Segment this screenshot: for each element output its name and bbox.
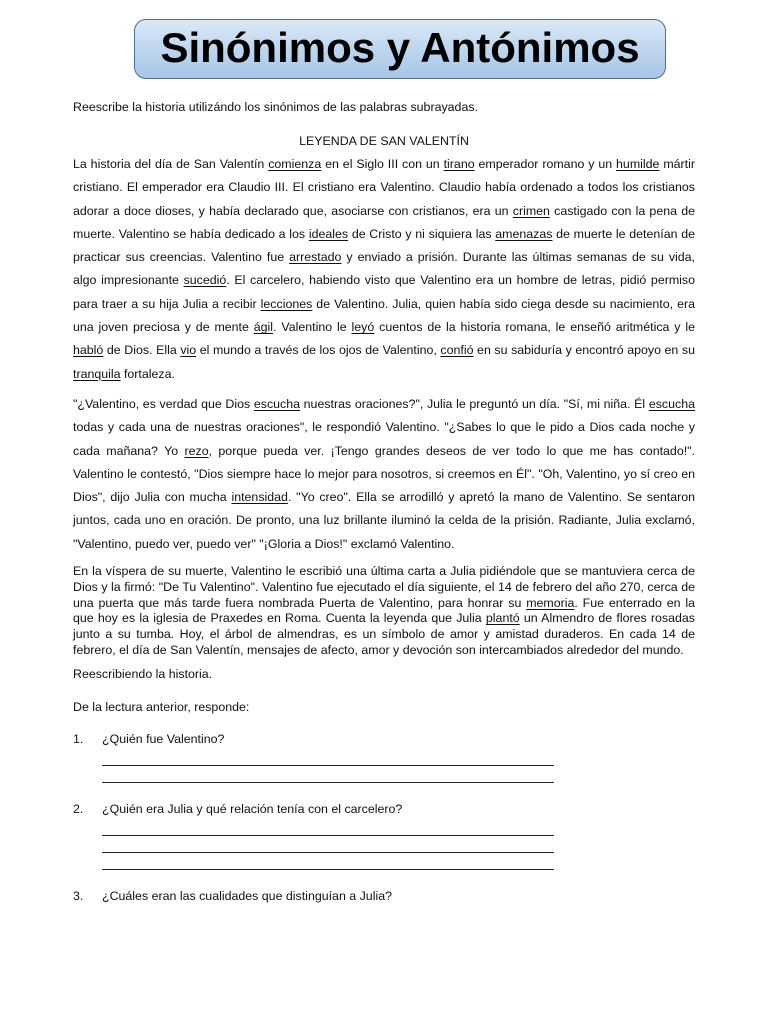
rewrite-label: Reescribiendo la historia.	[73, 666, 213, 681]
question-item	[73, 889, 695, 904]
underlined-word: leyó	[351, 320, 375, 335]
question-text: ¿Cuáles eran las cualidades que distinguían a Julia?	[102, 888, 392, 903]
answer-line[interactable]	[102, 819, 554, 836]
instruction-text: Reescribe la historia utilizándo los sinónimos de las palabras subrayadas.	[73, 100, 478, 114]
underlined-word: rezo	[184, 443, 209, 458]
question-number: 2.	[73, 801, 84, 816]
underlined-word: tranquila	[73, 366, 121, 381]
underlined-word: crimen	[512, 203, 550, 218]
underlined-word: vio	[180, 343, 197, 358]
answer-line[interactable]	[102, 749, 554, 766]
legend-title: LEYENDA DE SAN VALENTÍN	[299, 134, 469, 148]
underlined-word: intensidad	[231, 490, 288, 505]
worksheet-body	[73, 100, 695, 906]
underlined-word: tirano	[443, 157, 475, 171]
answer-line[interactable]	[102, 853, 554, 870]
story-paragraph-3: En la víspera de su muerte, Valentino le escribió una última carta a Julia pidiéndole que se mantuviera cerca de Dios y la firmó: "De Tu Valentino". Valentino fue ejecutado el día siguiente, el 14 de febrero del año 270, cerca de una puerta que más tarde fuera nombrada Puerta de Valentino, para honrar su memoria. Fue enterrado en la que hoy es la iglesia de Praxedes en Roma. Cuenta la leyenda que Julia plantó un Almendro de flores rosadas junto a su tumba. Hoy, el árbol de almendras, es un símbolo de amor y amistad duraderos. En cada 14 de febrero, el día de San Valentín, mensajes de afecto, amor y devoción son intercambiados alrededor del mundo.	[73, 564, 696, 658]
answer-line[interactable]	[102, 766, 554, 783]
underlined-word: ágil	[253, 320, 274, 335]
underlined-word: plantó	[485, 611, 520, 626]
underlined-word: sucedió	[183, 273, 227, 288]
underlined-word: comienza	[268, 157, 322, 171]
answer-line[interactable]	[102, 836, 554, 853]
underlined-word: arrestado	[289, 250, 342, 265]
question-item	[73, 802, 695, 870]
underlined-word: habló	[73, 343, 104, 358]
underlined-word: memoria	[526, 595, 575, 610]
question-text: ¿Quién fue Valentino?	[102, 731, 225, 746]
page-title: Sinónimos y Antónimos	[160, 24, 640, 71]
question-number: 3.	[73, 888, 84, 903]
underlined-word: escucha	[253, 396, 301, 411]
question-list	[73, 732, 695, 904]
underlined-word: humilde	[616, 157, 660, 171]
respond-label: De la lectura anterior, responde:	[73, 699, 250, 714]
underlined-word: amenazas	[495, 226, 553, 241]
question-text: ¿Quién era Julia y qué relación tenía con el carcelero?	[102, 801, 403, 816]
story-paragraph-1: La historia del día de San Valentín comienza en el Siglo III con un tirano emperador romano y un humilde mártir cristiano. El emperador era Claudio III. El cristiano era Valentino. Claudio había ordenado a todos los cristianos adorar a doce dioses, y había declarado que, asociarse con cristianos, era un crimen castigado con la pena de muerte. Valentino se había dedicado a los ideales de Cristo y ni siquiera las amenazas de muerte le detenían de practicar sus creencias. Valentino fue arrestado y enviado a prisión. Durante las últimas semanas de su vida, algo impresionante sucedió. El carcelero, habiendo visto que Valentino era un hombre de letras, pidió permiso para traer a su hija Julia a recibir lecciones de Valentino. Julia, quien había sido ciega desde su nacimiento, era una joven preciosa y de mente ágil. Valentino le leyó cuentos de la historia romana, le enseñó aritmética y le habló de Dios. Ella vio el mundo a través de los ojos de Valentino, confió en su sabiduría y encontró apoyo en su tranquila fortaleza.	[73, 157, 695, 381]
question-number: 1.	[73, 731, 84, 746]
underlined-word: escucha	[648, 396, 695, 411]
title-banner	[134, 19, 666, 79]
underlined-word: lecciones	[260, 296, 313, 311]
underlined-word: ideales	[308, 226, 349, 241]
story-paragraph-2: "¿Valentino, es verdad que Dios escucha nuestras oraciones?", Julia le preguntó un día. "Sí, mi niña. Él escucha todas y cada una de nuestras oraciones", le respondió Valentino. "¿Sabes lo que le pido a Dios cada noche y cada mañana? Yo rezo, porque pueda ver. ¡Tengo grandes deseos de ver todo lo que me has contado!". Valentino le contestó, "Dios siempre hace lo mejor para nosotros, si creemos en Él". "Oh, Valentino, yo sí creo en Dios", dijo Julia con mucha intensidad. "Yo creo". Ella se arrodilló y apretó la mano de Valentino. Se sentaron juntos, cada uno en oración. De pronto, una luz brillante iluminó la celda de la prisión. Radiante, Julia exclamó, "Valentino, puedo ver, puedo ver" "¡Gloria a Dios!" exclamó Valentino.	[73, 396, 695, 551]
question-item	[73, 732, 695, 783]
underlined-word: confió	[440, 343, 474, 358]
